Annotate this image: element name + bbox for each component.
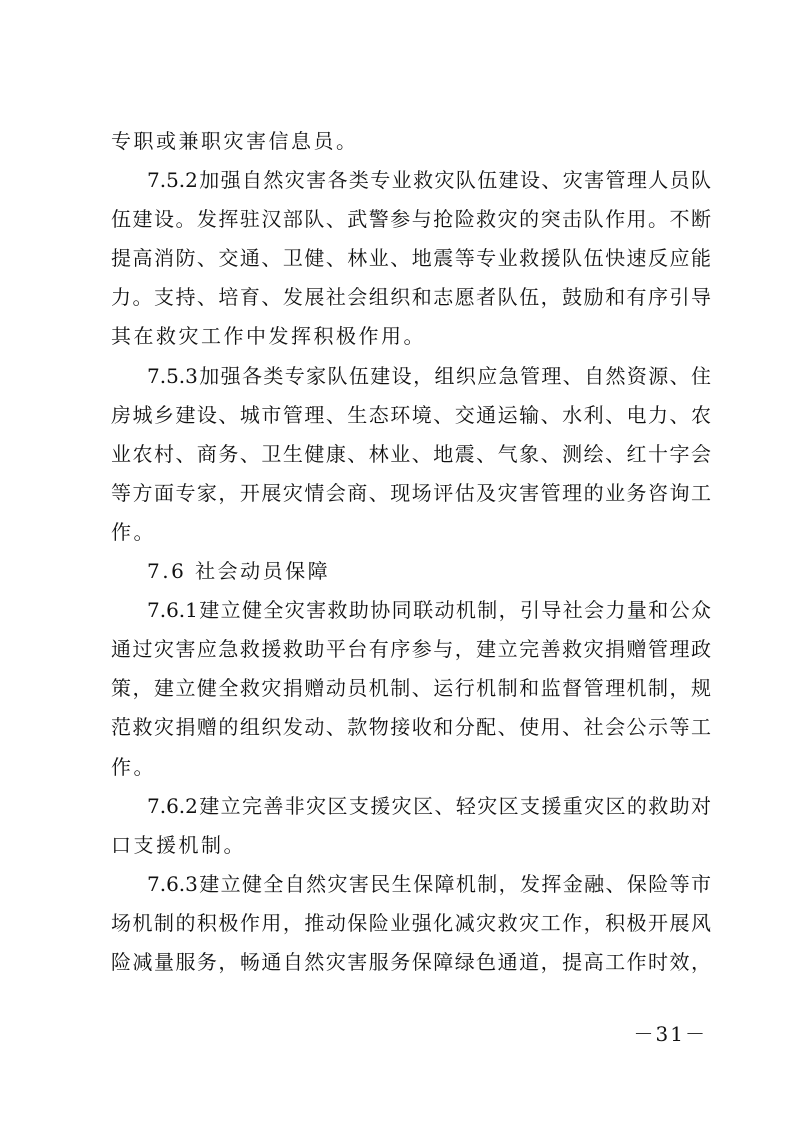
text-line: 作。 (111, 519, 156, 544)
section-7-6-3-heading-line: 7.6.3建立健全自然灾害民生保障机制，发挥金融、保险等市 (147, 871, 711, 896)
text-line: 策，建立健全救灾捐赠动员机制、运行机制和监督管理机制，规 (111, 676, 711, 701)
text-line: 伍建设。发挥驻汉部队、武警参与抢险救灾的突击队作用。不断 (111, 207, 711, 232)
text-line: 业农村、商务、卫生健康、林业、地震、气象、测绘、红十字会 (111, 441, 711, 466)
text-line: 场机制的积极作用，推动保险业强化减灾救灾工作，积极开展风 (111, 910, 711, 935)
text-line: 作。 (111, 754, 156, 779)
text-line: 通过灾害应急救援救助平台有序参与，建立完善救灾捐赠管理政 (111, 637, 711, 662)
document-body (111, 122, 711, 982)
section-7-5-3-heading-line: 7.5.3加强各类专家队伍建设，组织应急管理、自然资源、住 (147, 363, 711, 388)
text-line: 专职或兼职灾害信息员。 (111, 129, 359, 153)
text-line: 房城乡建设、城市管理、生态环境、交通运输、水利、电力、农 (111, 402, 711, 427)
section-7-6-1-heading-line: 7.6.1建立健全灾害救助协同联动机制，引导社会力量和公众 (147, 598, 711, 623)
text-line: 提高消防、交通、卫健、林业、地震等专业救援队伍快速反应能 (111, 246, 711, 271)
section-7-5-2-heading-line: 7.5.2加强自然灾害各类专业救灾队伍建设、灾害管理人员队 (147, 168, 711, 193)
text-line: 险减量服务，畅通自然灾害服务保障绿色通道，提高工作时效， (111, 949, 711, 974)
text-line: 范救灾捐赠的组织发动、款物接收和分配、使用、社会公示等工 (111, 715, 711, 740)
section-7-6-title: 7.6 社会动员保障 (147, 559, 331, 584)
page-number: －31－ (633, 1022, 707, 1046)
text-line: 其在救灾工作中发挥积极作用。 (111, 324, 426, 349)
section-7-6-2-heading-line: 7.6.2建立完善非灾区支援灾区、轻灾区支援重灾区的救助对 (147, 793, 711, 818)
text-line: 力。支持、培育、发展社会组织和志愿者队伍，鼓励和有序引导 (111, 285, 711, 310)
text-line: 等方面专家，开展灾情会商、现场评估及灾害管理的业务咨询工 (111, 480, 711, 505)
text-line: 口支援机制。 (111, 832, 246, 857)
